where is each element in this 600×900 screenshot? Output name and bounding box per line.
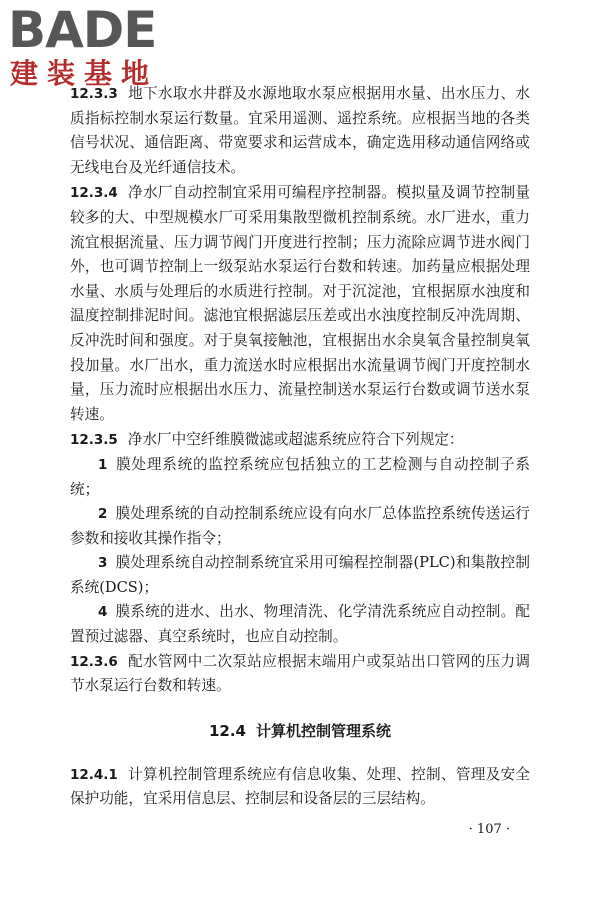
- list-item: [70, 502, 530, 551]
- item-number: 4: [98, 604, 108, 621]
- item-text: 膜处理系统的监控系统应包括独立的工艺检测与自动控制子系统；: [70, 455, 530, 498]
- clause-text: 计算机控制管理系统应有信息收集、处理、控制、管理及安全保护功能，宜采用信息层、控制层和设备层的三层结构。: [70, 765, 530, 808]
- clause-12-3-4: [70, 181, 530, 427]
- clause-number: 12.3.4: [70, 185, 118, 202]
- page-number: · 107 ·: [468, 822, 510, 837]
- item-text: 膜处理系统自动控制系统宜采用可编程控制器(PLC)和集散控制系统(DCS)；: [70, 554, 530, 596]
- watermark-logo: [8, 2, 178, 102]
- clause-text: 地下水取水井群及水源地取水泵应根据用水量、出水压力、水质指标控制水泵运行数量。宜采用遥测、遥控系统。应根据当地的各类信号状况、通信距离、带宽要求和运营成本，确定选用移动通信网络或无线电台及光纤通信技术。: [70, 85, 530, 176]
- section-heading: [70, 719, 530, 743]
- list-item: [70, 551, 530, 600]
- item-number: 3: [98, 555, 108, 572]
- clause-number: 12.3.5: [70, 432, 118, 449]
- watermark-subtitle: 建装基地: [10, 57, 159, 90]
- section-number: 12.4: [208, 721, 246, 740]
- clause-12-4-1: [70, 763, 530, 812]
- list-item: [70, 453, 530, 502]
- section-title: 计算机控制管理系统: [256, 721, 392, 740]
- item-number: 2: [98, 506, 108, 523]
- item-text: 膜处理系统的自动控制系统应设有向水厂总体监控系统传送运行参数和接收其操作指令；: [70, 505, 530, 547]
- clause-text: 净水厂中空纤维膜微滤或超滤系统应符合下列规定：: [127, 431, 464, 449]
- clause-text: 净水厂自动控制宜采用可编程序控制器。模拟量及调节控制量较多的大、中型规模水厂可采用集散型微机控制系统。水厂进水，重力流宜根据流量、压力调节阀门开度进行控制；压力流除应调节进水阀门外，也可调节控制上一级泵站水泵运行台数和转速。加药量应根据处理水量、水质与处理后的水质进行控制。对于沉淀池，宜根据原水浊度和温度控制排泥时间。滤池宜根据滤层压差或出水浊度控制反冲洗周期、反冲洗时间和强度。对于臭氧接触池，宜根据出水余臭氧含量控制臭氧投加量。水厂出水，重力流送水时应根据出水流量调节阀门开度控制水量，压力流时应根据出水压力、流量控制送水泵运行台数或调节送水泵转速。: [70, 184, 530, 423]
- page-content: [70, 82, 530, 812]
- item-number: 1: [98, 456, 108, 473]
- clause-12-3-5: [70, 428, 530, 453]
- list-item: [70, 600, 530, 649]
- item-text: 膜系统的进水、出水、物理清洗、化学清洗系统应自动控制。配置预过滤器、真空系统时，也应自动控制。: [70, 603, 530, 646]
- clause-number: 12.3.3: [70, 86, 118, 102]
- clause-number: 12.3.6: [70, 653, 118, 670]
- watermark-brand: BADE: [8, 1, 157, 59]
- clause-number: 12.4.1: [70, 766, 118, 783]
- clause-text: 配水管网中二次泵站应根据末端用户或泵站出口管网的压力调节水泵运行台数和转速。: [70, 652, 530, 695]
- clause-12-3-6: [70, 650, 530, 699]
